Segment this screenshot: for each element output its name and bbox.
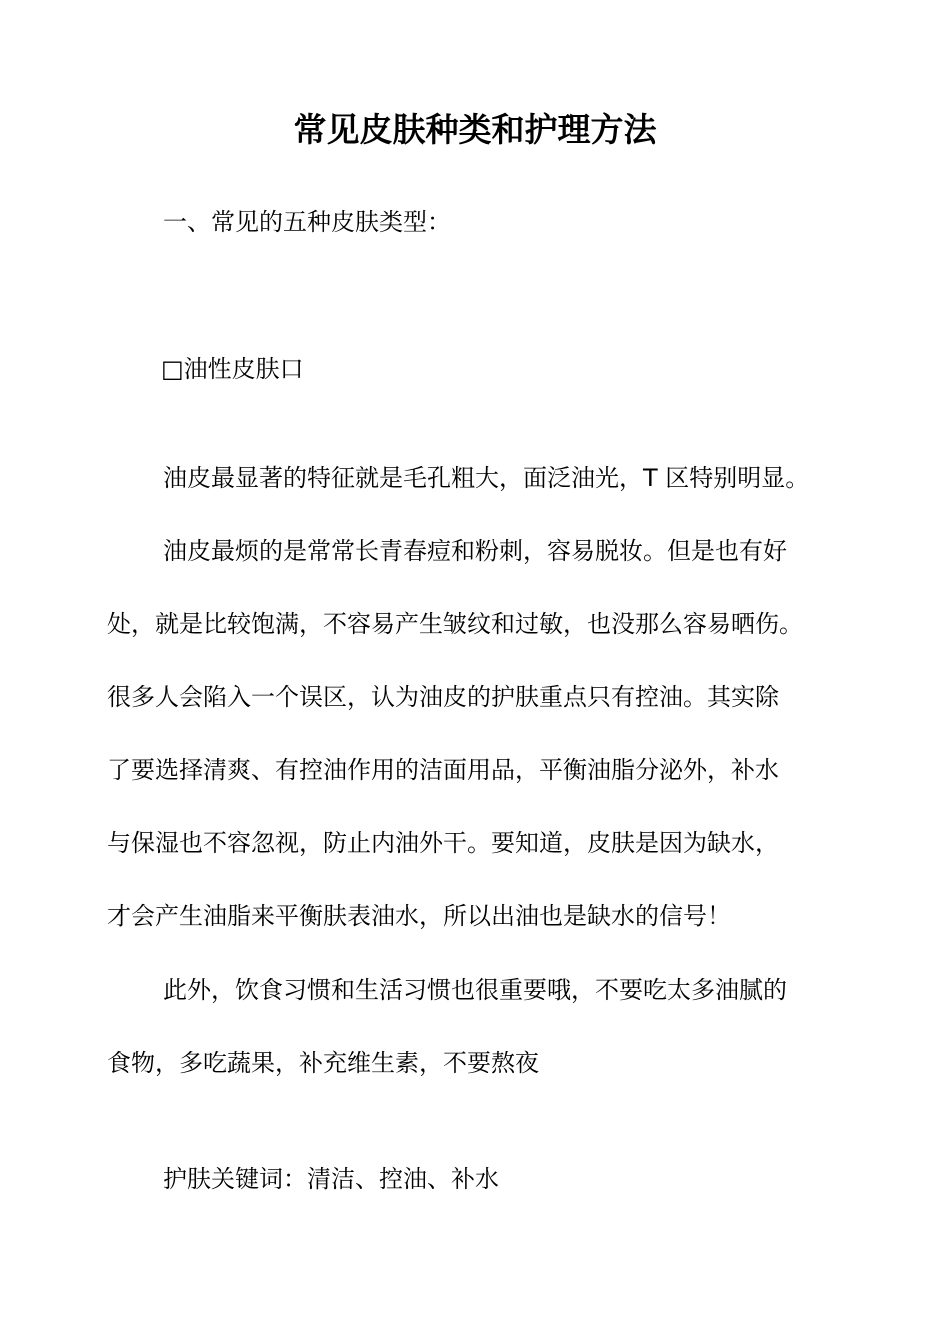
skin-type-label: □油性皮肤口 (161, 355, 304, 383)
skincare-keywords: 护肤关键词：清洁、控油、补水 (163, 1165, 499, 1193)
paragraph-2-line-5: 与保湿也不容忽视，防止内油外干。要知道，皮肤是因为缺水， (107, 829, 779, 857)
paragraph-1: 油皮最显著的特征就是毛孔粗大，面泛油光，T 区特别明显。 (163, 464, 810, 492)
paragraph-2-line-1: 油皮最烦的是常常长青春痘和粉刺，容易脱妆。但是也有好 (163, 537, 787, 565)
paragraph-2-line-3: 很多人会陷入一个误区，认为油皮的护肤重点只有控油。其实除 (107, 683, 779, 711)
paragraph-2-line-2: 处，就是比较饱满，不容易产生皱纹和过敏，也没那么容易晒伤。 (107, 610, 803, 638)
paragraph-3-line-1: 此外，饮食习惯和生活习惯也很重要哦，不要吃太多油腻的 (163, 976, 787, 1004)
section-heading: 一、常见的五种皮肤类型： (163, 208, 451, 236)
paragraph-2-line-6: 才会产生油脂来平衡肤表油水，所以出油也是缺水的信号！ (107, 902, 731, 930)
paragraph-2-line-4: 了要选择清爽、有控油作用的洁面用品，平衡油脂分泌外，补水 (107, 756, 779, 784)
document-title: 常见皮肤种类和护理方法 (293, 110, 657, 149)
paragraph-3-line-2: 食物，多吃蔬果，补充维生素，不要熬夜 (107, 1049, 539, 1077)
